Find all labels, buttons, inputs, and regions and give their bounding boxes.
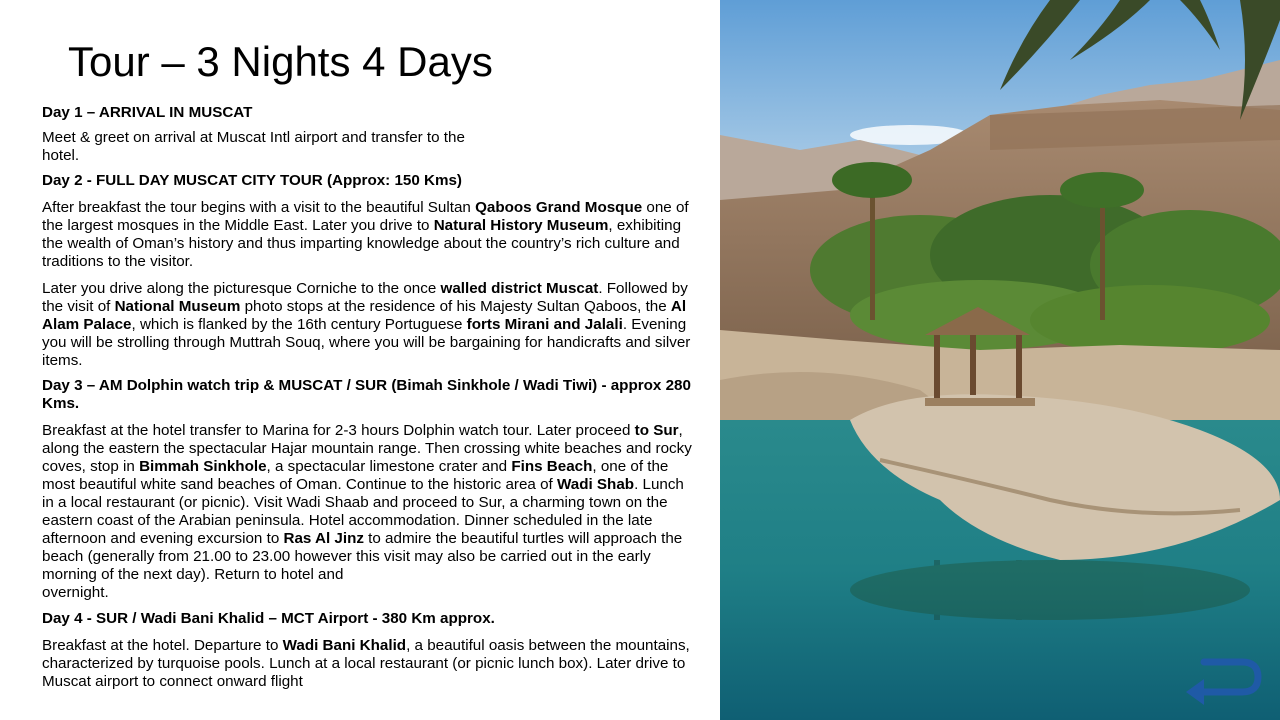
text-run: overnight. xyxy=(42,584,109,601)
day3-paragraph xyxy=(42,422,697,602)
place-highlight: National Museum xyxy=(114,298,241,315)
slide-title: Tour – 3 Nights 4 Days xyxy=(68,38,493,85)
text-run: Later you drive along the picturesque Corniche to the once xyxy=(42,280,441,297)
itinerary-text xyxy=(42,104,697,691)
place-highlight: Wadi Shab xyxy=(556,476,635,493)
oasis-photo xyxy=(720,0,1280,720)
place-highlight: forts Mirani and Jalali xyxy=(466,316,623,333)
text-run: Breakfast at the hotel. Departure to xyxy=(42,637,283,654)
place-highlight: Ras Al Jinz xyxy=(283,530,364,547)
place-highlight: Bimmah Sinkhole xyxy=(139,458,267,475)
text-run: , a beautiful oasis between the mountains, characterized by turquoise pools. Lunch at a local restaurant (or picnic lunch box). Later drive to Muscat airport to connect onward flight xyxy=(42,637,690,690)
text-run: Breakfast at the hotel transfer to Marina for 2-3 hours Dolphin watch tour. Later proceed xyxy=(42,422,635,439)
place-highlight: to Sur xyxy=(634,422,679,439)
day2-paragraph-2 xyxy=(42,280,697,370)
place-highlight: Wadi Bani Khalid xyxy=(282,637,407,654)
text-run: , along the eastern the spectacular Hajar mountain range. Then crossing white beaches and rocky coves, stop in xyxy=(42,422,692,475)
day3-heading: Day 3 – AM Dolphin watch trip & MUSCAT / SUR (Bimah Sinkhole / Wadi Tiwi) - approx 280 Kms. xyxy=(42,377,691,412)
place-highlight: walled district Muscat xyxy=(440,280,599,297)
place-highlight: Natural History Museum xyxy=(433,217,609,234)
text-run: one of the largest mosques in the Middle East. Later you drive to xyxy=(42,199,689,234)
oasis-photo-illustration xyxy=(720,0,1280,720)
text-run: . Evening you will be strolling through Muttrah Souq, where you will be bargaining for handicrafts and silver items. xyxy=(42,316,691,369)
place-highlight: Al Alam Palace xyxy=(42,298,687,333)
day4-heading: Day 4 - SUR / Wadi Bani Khalid – MCT Airport - 380 Km approx. xyxy=(42,610,495,627)
day2-paragraph-1 xyxy=(42,199,697,271)
text-run: , a spectacular limestone crater and xyxy=(266,458,512,475)
water-reflection xyxy=(850,560,1250,620)
text-run: to admire the beautiful turtles will approach the beach (generally from 21.00 to 23.00 however this visit may also be carried out in the early morning of the next day). Return to hotel and xyxy=(42,530,683,583)
day4-paragraph xyxy=(42,637,697,691)
return-arrow-icon xyxy=(1182,652,1262,710)
day1-text-line2: hotel. xyxy=(42,147,80,164)
day1-text-line1: Meet & greet on arrival at Muscat Intl airport and transfer to the xyxy=(42,129,465,146)
place-highlight: Fins Beach xyxy=(511,458,593,475)
text-run: . Followed by the visit of xyxy=(42,280,688,315)
return-button[interactable] xyxy=(1182,652,1262,710)
day2-heading: Day 2 - FULL DAY MUSCAT CITY TOUR (Approx: 150 Kms) xyxy=(42,172,462,189)
place-highlight: Qaboos Grand Mosque xyxy=(475,199,643,216)
text-run: After breakfast the tour begins with a visit to the beautiful Sultan xyxy=(42,199,476,216)
day1-paragraph xyxy=(42,129,697,165)
text-run: , which is flanked by the 16th century Portuguese xyxy=(131,316,467,333)
day1-heading: Day 1 – ARRIVAL IN MUSCAT xyxy=(42,104,253,121)
text-run: . Lunch in a local restaurant (or picnic). Visit Wadi Shaab and proceed to Sur, a charming town on the eastern coast of the Arabian peninsula. Hotel accommodation. Dinner scheduled in the late afternoon and evening excursion to xyxy=(42,476,684,547)
text-run: , exhibiting the wealth of Oman’s history and thus imparting knowledge about the country’s rich culture and traditions to the visitor. xyxy=(42,217,682,270)
text-run: , one of the most beautiful white sand beaches of Oman. Continue to the historic area of xyxy=(42,458,669,493)
text-run: photo stops at the residence of his Majesty Sultan Qaboos, the xyxy=(240,298,671,315)
